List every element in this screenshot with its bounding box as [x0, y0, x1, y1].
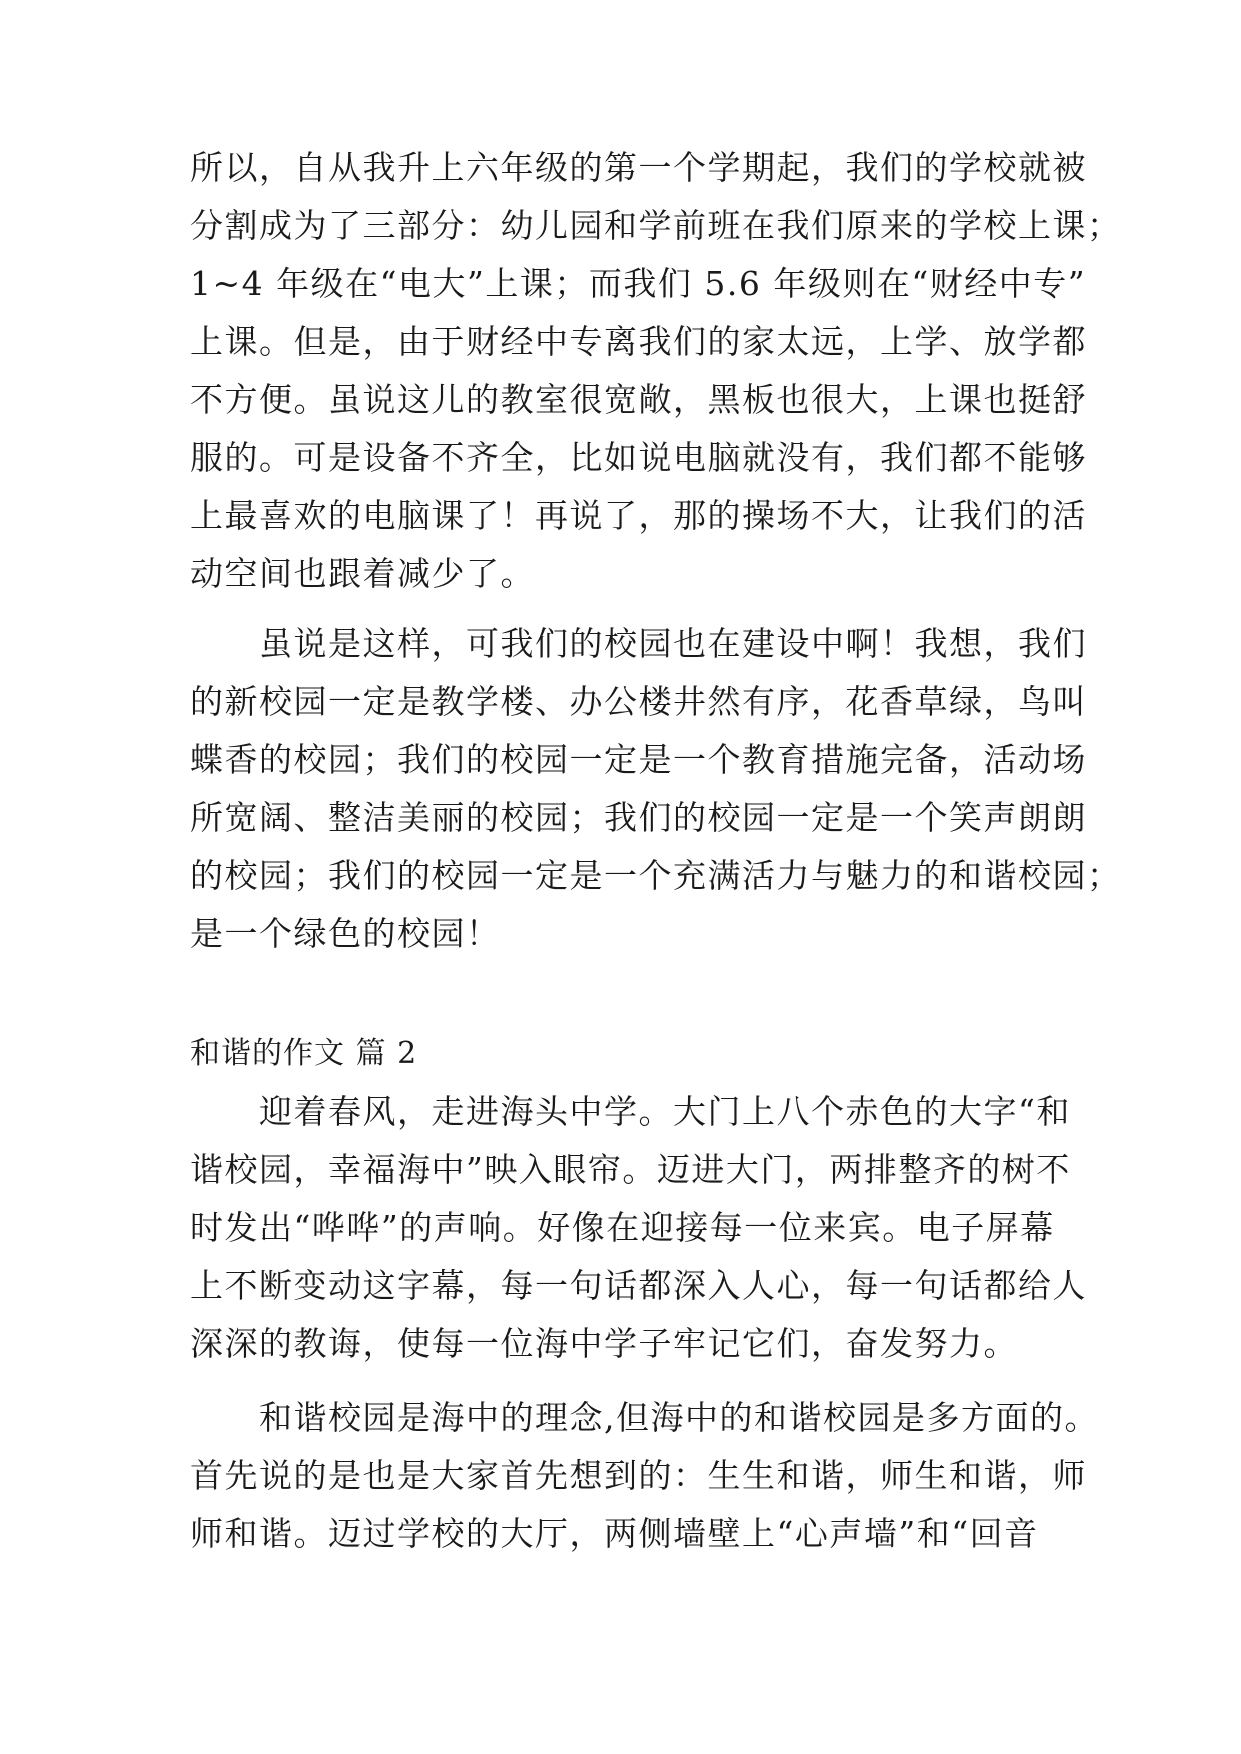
text-line: 首先说的是也是大家首先想到的：生生和谐，师生和谐，师: [190, 1456, 1087, 1495]
text-line: 和谐校园是海中的理念,但海中的和谐校园是多方面的。: [190, 1398, 1099, 1437]
text-line: 的校园；我们的校园一定是一个充满活力与魅力的和谐校园；: [190, 856, 1122, 895]
text-line: 师和谐。迈过学校的大厅，两侧墙壁上“心声墙”和“回音: [190, 1514, 1039, 1553]
text-line: 蝶香的校园；我们的校园一定是一个教育措施完备，活动场: [190, 740, 1087, 779]
text-line: 1~4 年级在“电大”上课；而我们 5.6 年级则在“财经中专”: [190, 264, 1087, 303]
text-line: 时发出“哗哗”的声响。好像在迎接每一位来宾。电子屏幕: [190, 1208, 1055, 1247]
text-line: 上课。但是，由于财经中专离我们的家太远，上学、放学都: [190, 322, 1087, 361]
text-line: 是一个绿色的校园！: [190, 914, 501, 953]
text-line: 服的。可是设备不齐全，比如说电脑就没有，我们都不能够: [190, 438, 1087, 477]
text-line: 谐校园，幸福海中”映入眼帘。迈进大门，两排整齐的树不: [190, 1150, 1071, 1189]
text-line: 所以，自从我升上六年级的第一个学期起，我们的学校就被: [190, 148, 1087, 187]
text-line: 动空间也跟着减少了。: [190, 554, 535, 593]
text-line: 分割成为了三部分：幼儿园和学前班在我们原来的学校上课；: [190, 206, 1122, 245]
text-line: 不方便。虽说这儿的教室很宽敞，黑板也很大，上课也挺舒: [190, 380, 1087, 419]
text-line: 上不断变动这字幕，每一句话都深入人心，每一句话都给人: [190, 1266, 1087, 1305]
text-line: 虽说是这样，可我们的校园也在建设中啊！我想，我们: [190, 624, 1087, 663]
section-heading: 和谐的作文 篇 2: [190, 1036, 418, 1071]
text-line: 所宽阔、整洁美丽的校园；我们的校园一定是一个笑声朗朗: [190, 798, 1087, 837]
text-line: 迎着春风，走进海头中学。大门上八个赤色的大字“和: [190, 1092, 1071, 1131]
text-line: 深深的教诲，使每一位海中学子牢记它们，奋发努力。: [190, 1324, 1018, 1363]
text-line: 的新校园一定是教学楼、办公楼井然有序，花香草绿，鸟叫: [190, 682, 1087, 721]
text-line: 上最喜欢的电脑课了！再说了，那的操场不大，让我们的活: [190, 496, 1087, 535]
